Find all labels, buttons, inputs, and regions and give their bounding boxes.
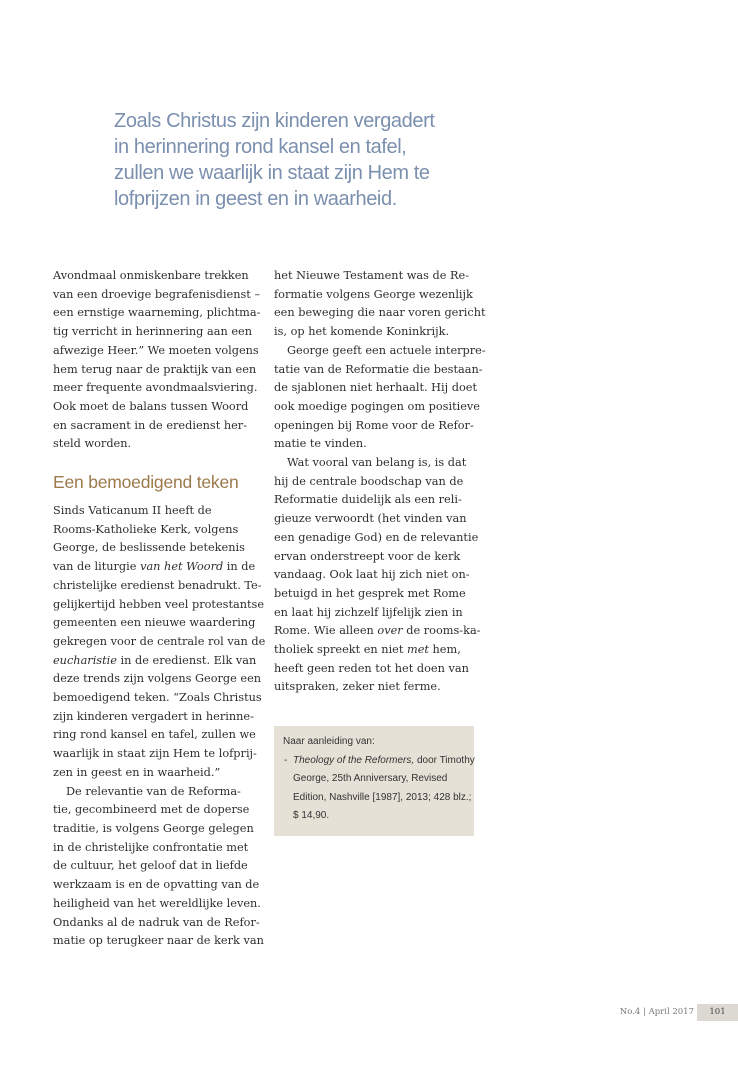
text-line: de sjablonen niet herhaalt. Hij doet	[274, 381, 477, 395]
text-line: formatie volgens George wezenlijk	[274, 287, 473, 301]
issue-info: No.4 | April 2017	[619, 1007, 694, 1017]
paragraph-1	[274, 267, 486, 342]
pull-quote	[114, 108, 444, 212]
text-line	[274, 641, 479, 660]
italic-run: eucharistie	[53, 653, 117, 667]
page-number: 101	[697, 1004, 738, 1021]
left-column	[53, 267, 266, 951]
text-line: een genadige God) en de relevantie	[274, 530, 479, 544]
text-line: de cultuur, het geloof dat in liefde	[53, 859, 248, 873]
paragraph-2	[53, 502, 266, 783]
text-line: heeft geen reden tot het doen van	[274, 661, 469, 675]
text-line: een ernstige waarneming, plichtma-	[53, 306, 261, 320]
text-line: het Nieuwe Testament was de Re-	[274, 269, 470, 282]
text-line: christelijke eredienst benadrukt. Te-	[53, 578, 262, 592]
text-line: ook moedige pogingen om positieve	[274, 399, 480, 413]
text-run: tholiek spreekt en niet	[274, 643, 407, 657]
italic-run: met	[407, 643, 429, 657]
info-box-line: George, 25th Anniversary, Revised	[293, 773, 448, 784]
text-line: gieuze verwoordt (het vinden van	[274, 512, 467, 526]
info-box-line: $ 14,90.	[293, 810, 330, 821]
info-box-line: Edition, Nashville [1987], 2013; 428 blz.;	[293, 791, 472, 803]
text-line	[53, 652, 258, 671]
pull-quote-line: in herinnering rond kansel en tafel,	[114, 136, 407, 158]
text-line: zijn kinderen vergadert in herinne-	[53, 709, 254, 723]
text-line: gelijkertijd hebben veel protestantse	[53, 597, 265, 611]
text-run: door Timothy	[414, 754, 475, 766]
text-run: van de liturgie	[53, 560, 141, 574]
italic-run: van het Woord	[140, 560, 224, 574]
right-column	[274, 267, 486, 697]
info-box-line	[283, 752, 475, 771]
text-line: George, de beslissende betekenis	[53, 541, 245, 555]
text-line: vandaag. Ook laat hij zich niet on-	[274, 568, 470, 582]
text-line: bemoedigend teken. “Zoals Christus	[53, 691, 262, 705]
text-line: Avondmaal onmiskenbare trekken	[53, 269, 249, 282]
text-line: ervan onderstreept voor de kerk	[274, 549, 461, 563]
text-run: Rome. Wie alleen	[274, 624, 378, 638]
text-line: en sacrament in de eredienst her-	[53, 418, 248, 432]
text-line: en laat hij zichzelf lijfelijk zien in	[274, 605, 463, 619]
text-line: waarlijk in staat zijn Hem te lofprij-	[53, 747, 257, 761]
text-line: tie, gecombineerd met de doperse	[53, 803, 250, 817]
text-line: openingen bij Rome voor de Refor-	[274, 418, 474, 432]
text-line: werkzaam is en de opvatting van de	[53, 878, 260, 892]
text-line: matie te vinden.	[274, 437, 367, 451]
text-line: deze trends zijn volgens George een	[53, 672, 262, 686]
dash-bullet: -	[284, 754, 288, 766]
text-line: zen in geest en in waarheid.”	[53, 765, 221, 779]
text-line	[53, 558, 258, 577]
text-run: in de eredienst. Elk van	[116, 653, 257, 667]
text-line: matie op terugkeer naar de kerk van	[53, 934, 264, 948]
pull-quote-line: zullen we waarlijk in staat zijn Hem te	[114, 162, 430, 184]
paragraph-1	[53, 267, 261, 454]
text-line: gemeenten een nieuwe waardering	[53, 616, 256, 630]
text-line: van een droevige begrafenisdienst –	[53, 287, 261, 301]
text-line: hij de centrale boodschap van de	[274, 474, 464, 488]
text-line: tig verricht in herinnering aan een	[53, 325, 252, 339]
text-line: De relevantie van de Reforma-	[66, 784, 241, 798]
page-footer	[560, 1004, 738, 1021]
text-line: Rooms-Katholieke Kerk, volgens	[53, 522, 239, 536]
text-line: Ook moet de balans tussen Woord	[53, 399, 249, 413]
info-box-title: Naar aanleiding van:	[283, 736, 375, 747]
text-line: George geeft een actuele interpre-	[287, 343, 486, 357]
text-line: traditie, is volgens George gelegen	[53, 821, 254, 835]
text-run: de rooms-ka-	[402, 624, 481, 638]
text-line: uitspraken, zeker niet ferme.	[274, 680, 441, 694]
text-line: in de christelijke confrontatie met	[53, 840, 249, 854]
book-title: Theology of the Reformers,	[293, 754, 415, 766]
text-line: hem terug naar de praktijk van een	[53, 362, 257, 376]
section-heading: Een bemoedigend teken	[53, 472, 239, 493]
paragraph-3	[53, 783, 264, 951]
text-line: betuigd in het gesprek met Rome	[274, 586, 466, 600]
text-line: afwezige Heer.” We moeten volgens	[53, 343, 259, 357]
text-line: Wat vooral van belang is, is dat	[287, 456, 467, 470]
text-line: Sinds Vaticanum II heeft de	[53, 504, 212, 518]
book-info-box	[274, 726, 474, 836]
text-line	[274, 622, 479, 641]
pull-quote-line: Zoals Christus zijn kinderen vergadert	[114, 110, 435, 132]
italic-run: over	[377, 624, 403, 638]
text-line: meer frequente avondmaalsviering.	[53, 381, 258, 395]
text-run: in de	[223, 560, 256, 574]
text-line: Reformatie duidelijk als een reli-	[274, 493, 462, 507]
text-line: heiligheid van het wereldlijke leven.	[53, 896, 261, 910]
text-line: ring rond kansel en tafel, zullen we	[53, 728, 256, 742]
pull-quote-line: lofprijzen in geest en in waarheid.	[114, 188, 397, 210]
text-line: tatie van de Reformatie die bestaan-	[274, 362, 483, 376]
text-line: is, op het komende Koninkrijk.	[274, 325, 450, 339]
text-line: gekregen voor de centrale rol van de	[53, 634, 266, 648]
text-line: een beweging die naar voren gericht	[274, 306, 486, 320]
text-run: hem,	[428, 643, 461, 657]
text-line: Ondanks al de nadruk van de Refor-	[53, 915, 260, 929]
text-line: steld worden.	[53, 437, 132, 451]
paragraph-3	[274, 454, 479, 697]
paragraph-2	[274, 342, 486, 454]
